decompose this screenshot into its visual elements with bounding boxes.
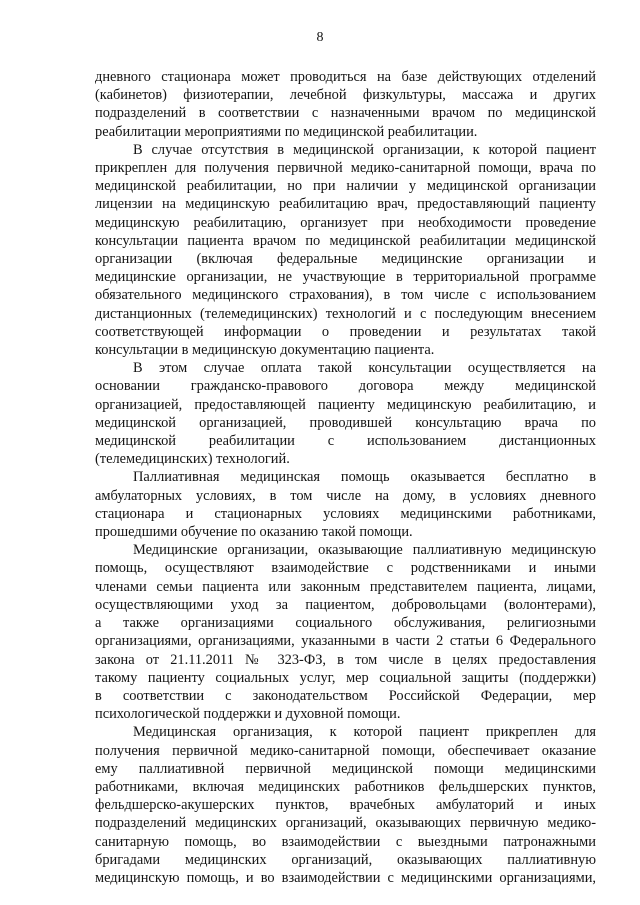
text-line: Паллиативная медицинская помощь оказывается бесплатно в bbox=[133, 469, 596, 486]
text-line: медицинской организацией, проводившей консультацию врача по bbox=[95, 414, 596, 431]
text-line: бригадами медицинских организаций, оказывающих паллиативную bbox=[95, 851, 596, 868]
paragraph bbox=[95, 68, 596, 141]
text-line: ему паллиативной первичной медицинской помощи медицинскими bbox=[95, 760, 596, 777]
text-line: закона от 21.11.2011 № 323-ФЗ, в том числе в целях предоставления bbox=[95, 651, 596, 668]
text-line: медицинские организации, не участвующие в территориальной программе bbox=[95, 269, 596, 286]
text-line: Медицинские организации, оказывающие паллиативную медицинскую bbox=[133, 542, 596, 559]
text-line: санитарную помощь, во взаимодействии с выездными патронажными bbox=[95, 833, 596, 850]
text-line: прошедшими обучение по оказанию такой помощи. bbox=[95, 524, 413, 541]
text-line: реабилитации мероприятиями по медицинской реабилитации. bbox=[95, 123, 478, 140]
text-line: (кабинетов) физиотерапии, лечебной физкультуры, массажа и других bbox=[95, 87, 596, 104]
text-line: работниками, включая медицинских работников фельдшерских пунктов, bbox=[95, 778, 596, 795]
text-line: обязательного медицинского страхования), в том числе с использованием bbox=[95, 287, 596, 304]
text-line: получения первичной медико-санитарной помощи, обеспечивает оказание bbox=[95, 742, 596, 759]
paragraph bbox=[95, 468, 596, 541]
text-line: прикреплен для получения первичной медико-санитарной помощи, врача по bbox=[95, 160, 596, 177]
text-line: основании гражданско-правового договора между медицинской bbox=[95, 378, 596, 395]
text-line: членами семьи пациента или законным представителем пациента, лицами, bbox=[95, 578, 596, 595]
body-text bbox=[95, 68, 596, 887]
text-line: а также организациями социального обслуживания, религиозными bbox=[95, 615, 596, 632]
paragraph bbox=[95, 141, 596, 359]
text-line: стационара и стационарных условиях медицинскими работниками, bbox=[95, 505, 596, 522]
text-line: В этом случае оплата такой консультации осуществляется на bbox=[133, 360, 596, 377]
text-line: организацией, предоставляющей пациенту медицинскую реабилитацию, и bbox=[95, 396, 596, 413]
paragraph bbox=[95, 359, 596, 468]
text-line: Медицинская организация, к которой пациент прикреплен для bbox=[133, 724, 596, 741]
text-line: медицинской реабилитации с использованием дистанционных bbox=[95, 433, 596, 450]
text-line: медицинскую помощь, и во взаимодействии с медицинскими организациями, bbox=[95, 869, 596, 886]
text-line: такому пациенту социальных услуг, мер социальной защиты (поддержки) bbox=[95, 669, 596, 686]
text-line: помощь, осуществляют взаимодействие с родственниками и иными bbox=[95, 560, 596, 577]
text-line: фельдшерско-акушерских пунктов, врачебных амбулаторий и иных bbox=[95, 797, 596, 814]
text-line: консультации пациента врачом по медицинской реабилитации медицинской bbox=[95, 232, 596, 249]
text-line: В случае отсутствия в медицинской организации, к которой пациент bbox=[133, 141, 596, 158]
text-line: организации (включая федеральные медицинские организации и bbox=[95, 251, 596, 268]
paragraph bbox=[95, 541, 596, 723]
text-line: соответствующей информации о проведении и результатах такой bbox=[95, 323, 596, 340]
text-line: организациями, организациями, указанными в части 2 статьи 6 Федерального bbox=[95, 633, 596, 650]
text-line: осуществляющими уход за пациентом, добровольцами (волонтерами), bbox=[95, 596, 596, 613]
text-line: подразделений в соответствии с назначенными врачом по медицинской bbox=[95, 105, 596, 122]
text-line: психологической поддержки и духовной помощи. bbox=[95, 706, 401, 723]
text-line: (телемедицинских) технологий. bbox=[95, 451, 290, 468]
text-line: консультации в медицинскую документацию пациента. bbox=[95, 342, 435, 359]
text-line: медицинской реабилитации, но при наличии у медицинской организации bbox=[95, 178, 596, 195]
text-line: дневного стационара может проводиться на базе действующих отделений bbox=[95, 69, 596, 85]
text-line: подразделений медицинских организаций, оказывающих первичную медико- bbox=[95, 815, 596, 832]
page-number: 8 bbox=[316, 30, 324, 45]
text-line: лицензии на медицинскую реабилитацию врач, предоставляющий пациенту bbox=[95, 196, 596, 213]
text-line: медицинскую реабилитацию, организует при необходимости проведение bbox=[95, 214, 596, 231]
paragraph bbox=[95, 723, 596, 887]
text-line: в соответствии с законодательством Российской Федерации, мер bbox=[95, 687, 596, 704]
text-line: амбулаторных условиях, в том числе на дому, в условиях дневного bbox=[95, 487, 596, 504]
text-line: дистанционных (телемедицинских) технологий и с последующим внесением bbox=[95, 305, 596, 322]
